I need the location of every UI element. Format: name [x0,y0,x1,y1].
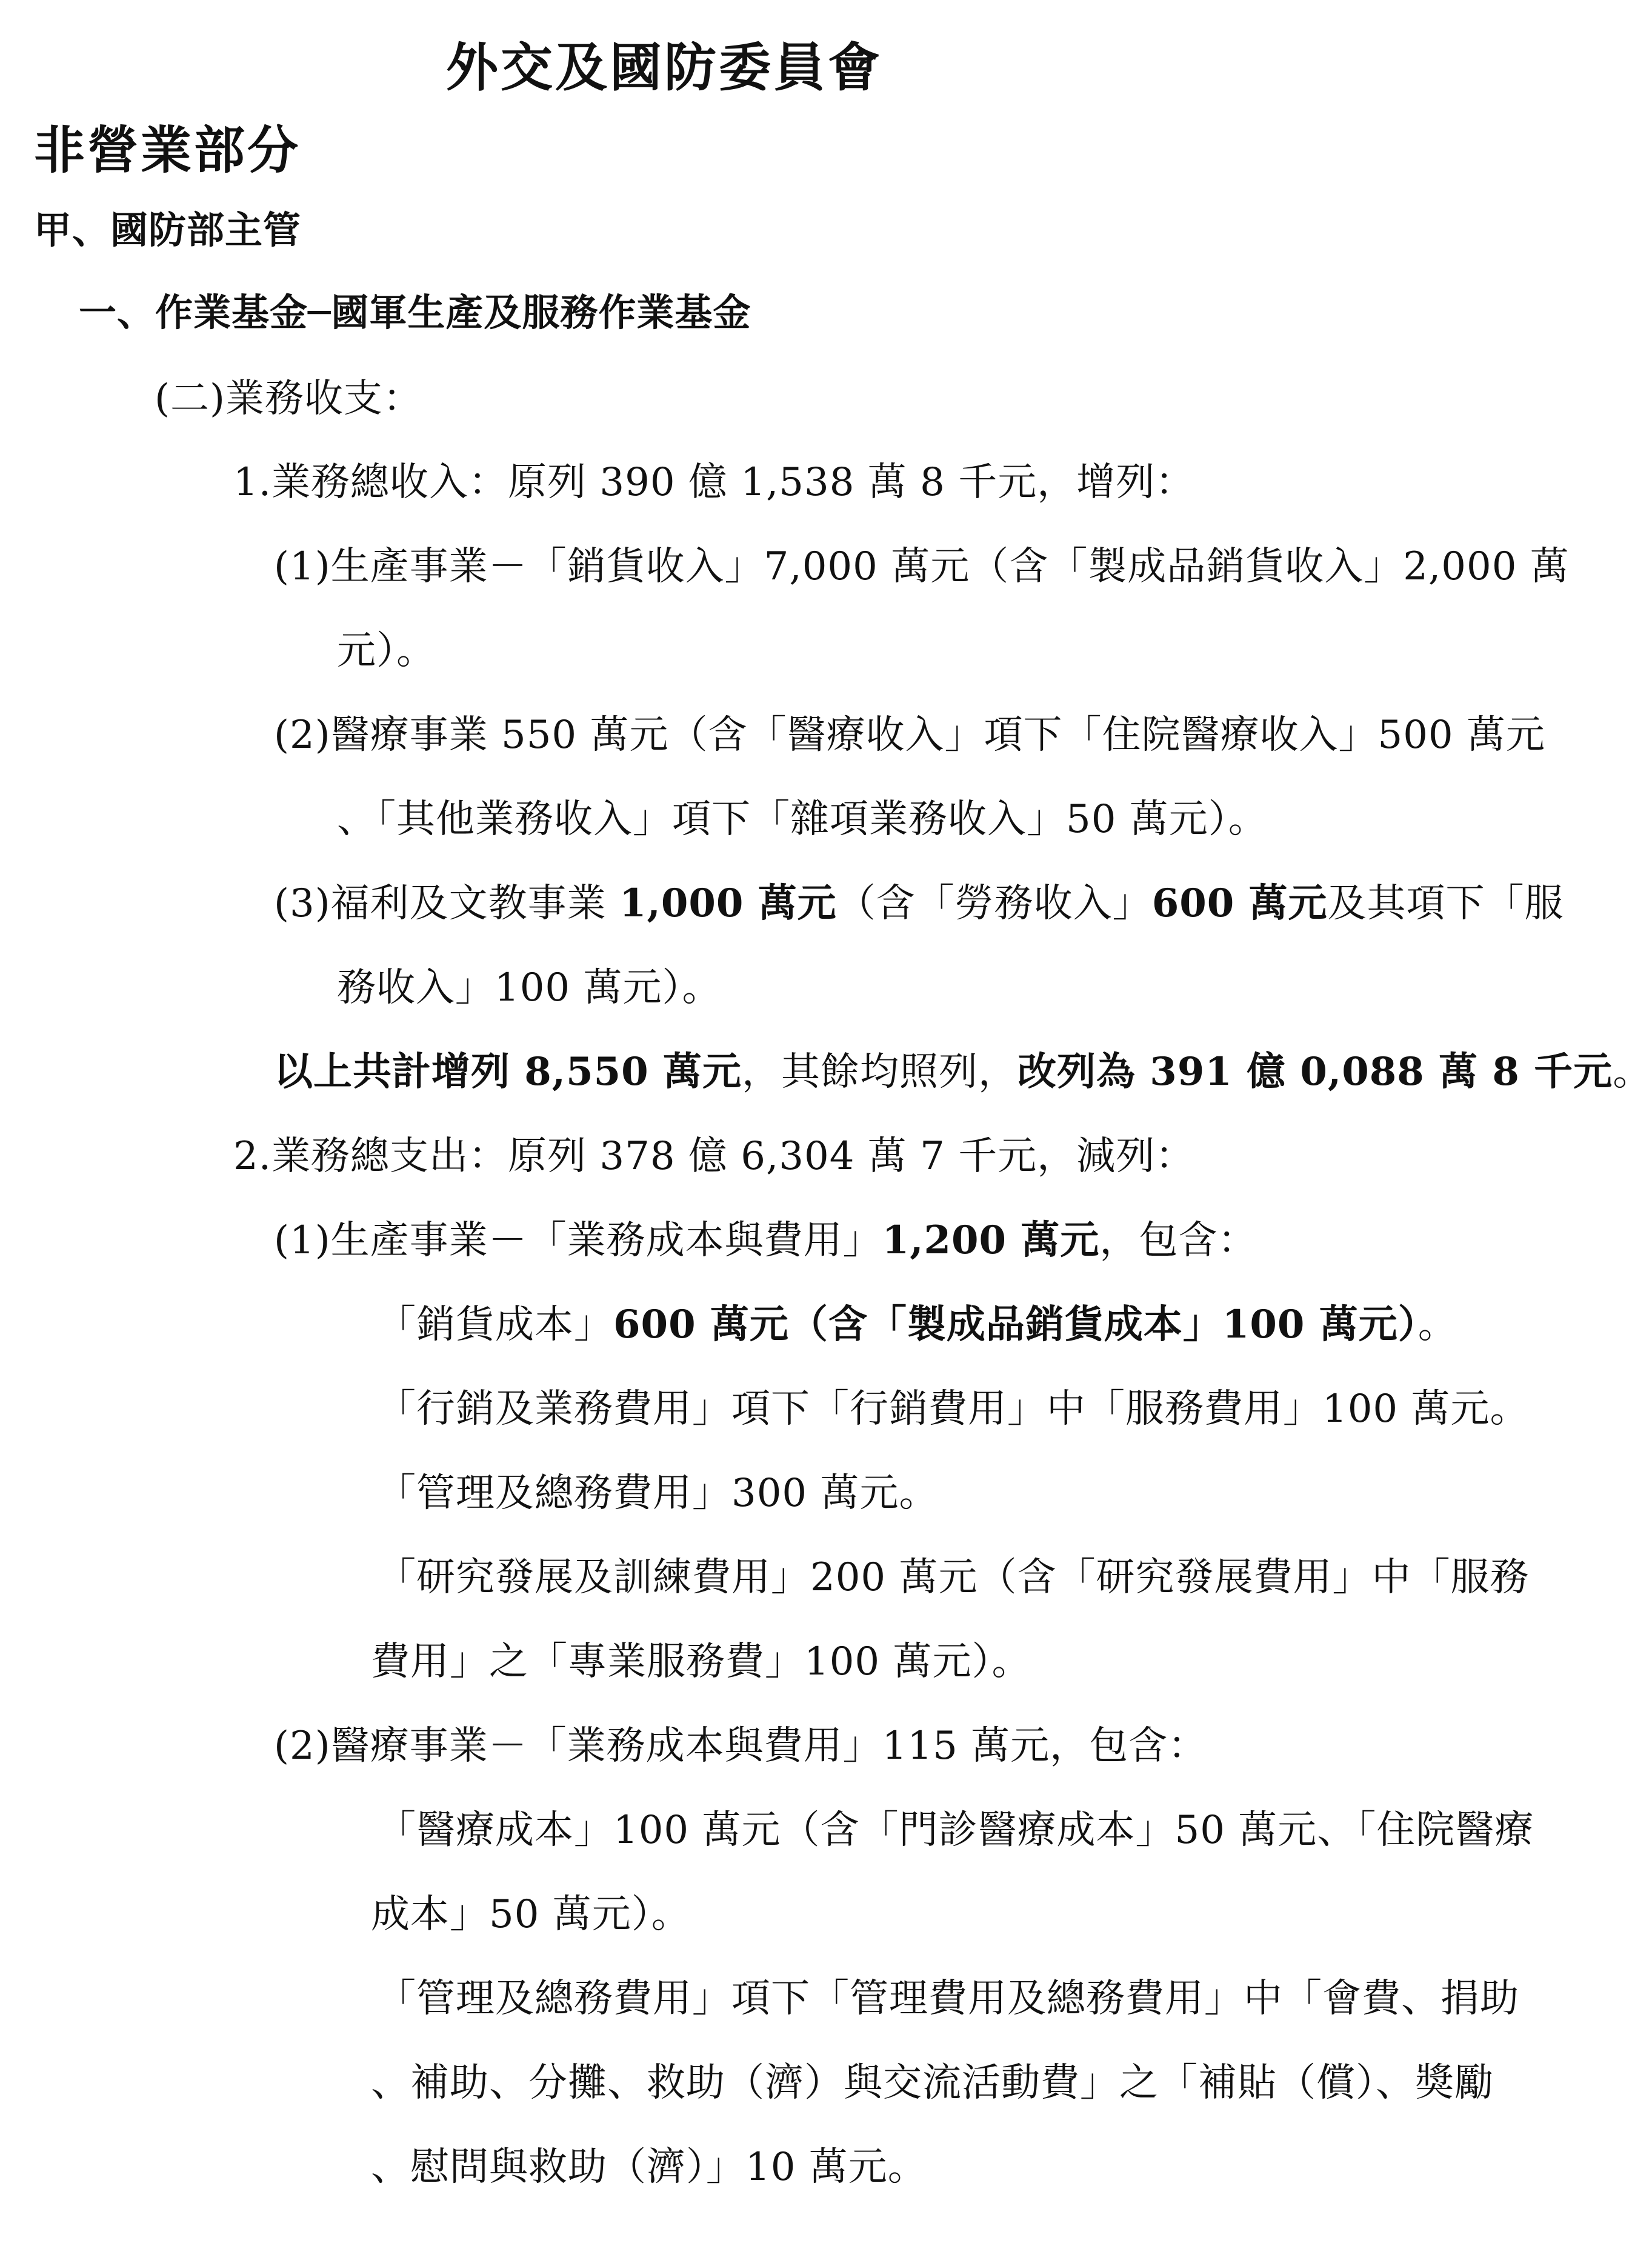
section-heading: 非營業部分 [34,121,301,180]
fund-heading: 一、作業基金─國軍生產及服務作業基金 [79,290,751,335]
revenue-total-revised: 改列為 391 億 0,088 萬 8 千元 [1017,1049,1613,1095]
revenue-item-2-line-1: (2)醫療事業 550 萬元（含「醫療收入」項下「住院醫療收入」500 萬元 [274,713,1545,758]
expenditure-item-1-text: (1)生產事業－「業務成本與費用」 [274,1218,882,1263]
medical-admin-line-1: 「管理及總務費用」項下「管理費用及總務費用」中「會費、捐助 [377,1976,1519,2021]
revenue-item-3-text: （含「勞務收入」 [836,881,1152,926]
revenue-total-increase: 以上共計增列 8,550 萬元 [274,1049,742,1095]
cost-of-sales-amount: 600 萬元（含「製成品銷貨成本」100 萬元） [613,1302,1418,1347]
medical-admin-line-3: 、慰問與救助（濟）」10 萬元。 [371,2145,927,2190]
revenue-item-3-text: 及其項下「服 [1327,881,1564,926]
revenue-total-text: ，其餘均照列， [741,1050,1018,1095]
research-expense-line-1: 「研究發展及訓練費用」200 萬元（含「研究發展費用」中「服務 [377,1555,1530,1600]
revenue-item-3-amount: 1,000 萬元 [619,881,837,926]
medical-cost-line-2: 成本」50 萬元）。 [371,1892,691,1937]
cost-of-sales-label: 「銷貨成本」 [377,1302,613,1347]
expenditure-item-1-text: ，包含： [1099,1218,1257,1263]
expenditure-heading: 2.業務總支出：原列 378 億 6,304 萬 7 千元，減列： [233,1134,1195,1179]
committee-title: 外交及國防委員會 [446,38,882,98]
cost-of-sales-line [377,1301,1457,1349]
subsection-label: (二)業務收支： [155,376,422,421]
expenditure-item-1-amount: 1,200 萬元 [882,1218,1100,1263]
research-expense-line-2: 費用」之「專業服務費」100 萬元）。 [371,1639,1031,1684]
revenue-item-1-line-2: 元）。 [337,628,436,673]
marketing-expense-line: 「行銷及業務費用」項下「行銷費用」中「服務費用」100 萬元。 [377,1387,1530,1431]
revenue-heading: 1.業務總收入：原列 390 億 1,538 萬 8 千元，增列： [233,460,1195,505]
cost-of-sales-end: 。 [1417,1302,1457,1347]
revenue-total [274,1048,1652,1096]
revenue-total-text: 。 [1613,1050,1652,1095]
revenue-item-3-amount: 600 萬元 [1151,881,1328,926]
ministry-heading: 甲、國防部主管 [34,208,302,252]
medical-admin-line-2: 、補助、分攤、救助（濟）與交流活動費」之「補貼（償）、獎勵 [371,2061,1494,2105]
admin-expense-line: 「管理及總務費用」300 萬元。 [377,1471,939,1516]
revenue-item-3-line-1 [274,879,1564,928]
expenditure-item-2: (2)醫療事業－「業務成本與費用」115 萬元，包含： [274,1724,1208,1768]
revenue-item-2-line-2: 、「其他業務收入」項下「雜項業務收入」50 萬元）。 [337,797,1268,842]
revenue-item-3-text: (3)福利及文教事業 [274,881,619,926]
revenue-item-3-line-2: 務收入」100 萬元）。 [337,965,722,1010]
revenue-item-1-line-1: (1)生產事業－「銷貨收入」7,000 萬元（含「製成品銷貨收入」2,000 萬 [274,544,1570,589]
expenditure-item-1 [274,1216,1257,1265]
medical-cost-line-1: 「醫療成本」100 萬元（含「門診醫療成本」50 萬元、「住院醫療 [377,1808,1534,1853]
